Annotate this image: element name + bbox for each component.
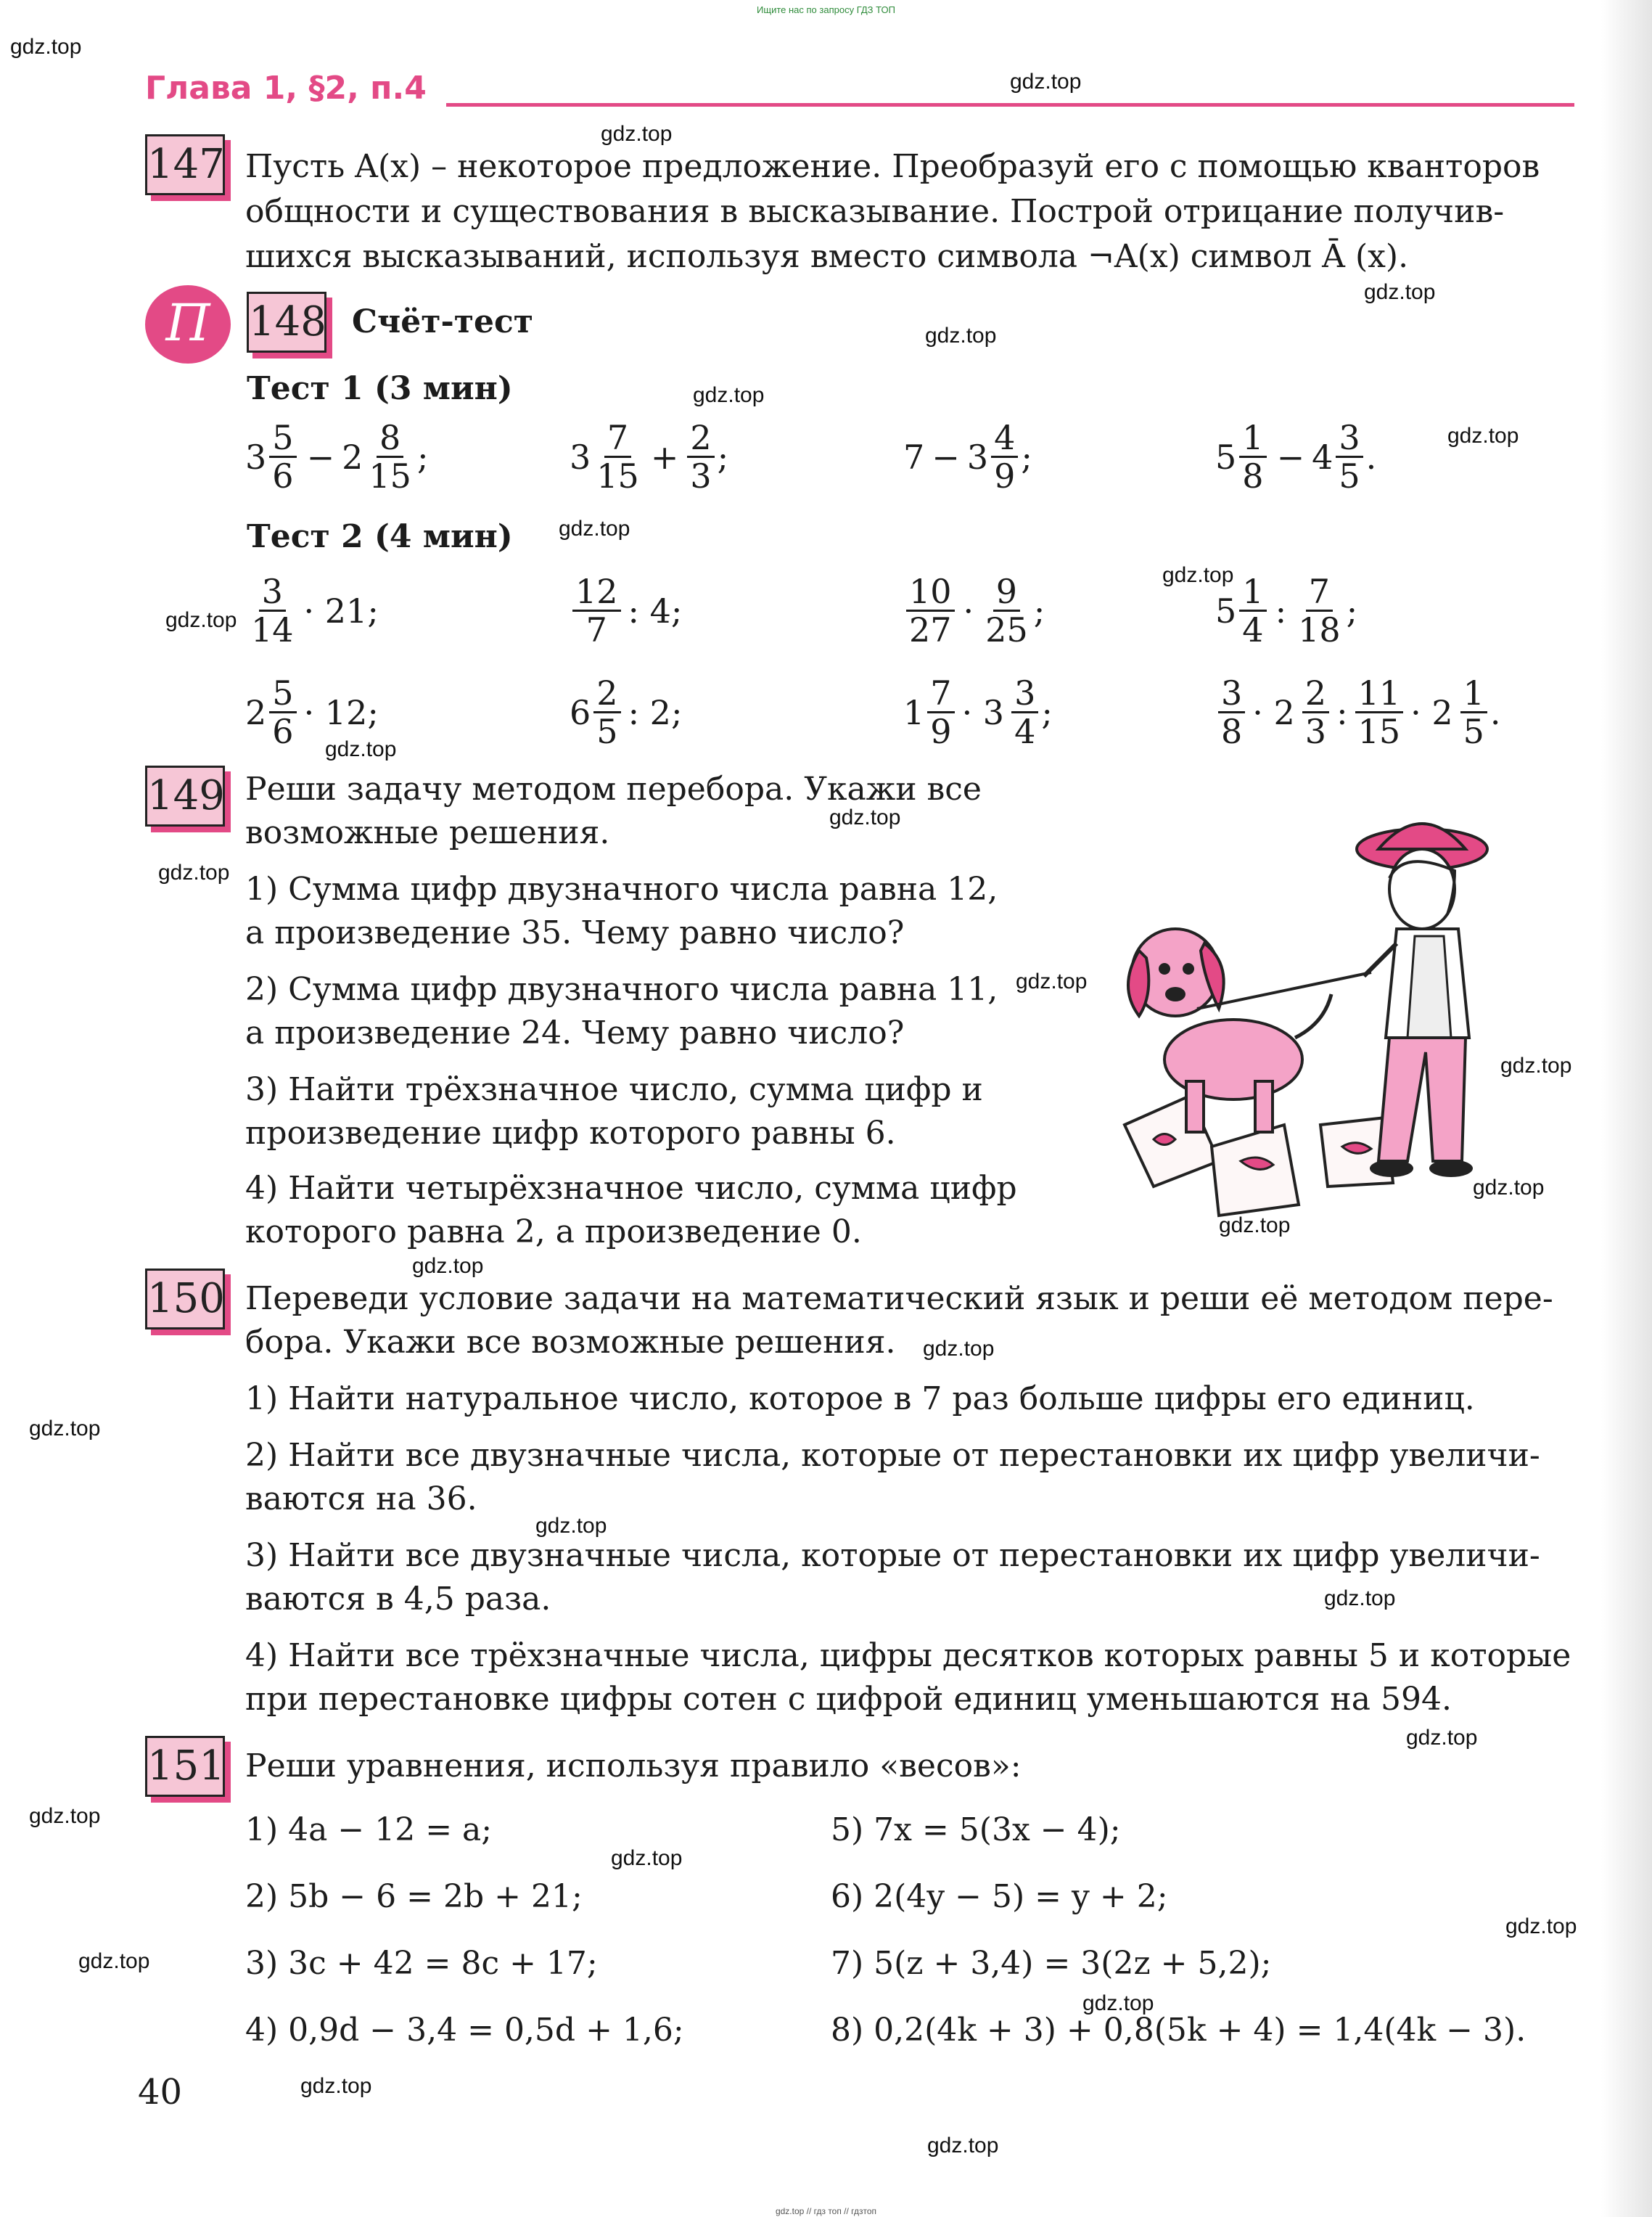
watermark: gdz.top	[611, 1846, 683, 1870]
test2-expr-2: $\frac{12}{7}$ : 4;	[570, 573, 682, 648]
task-149-line: возможные решения.	[245, 814, 610, 851]
task-149-line: а произведение 24. Чему равно число?	[245, 1015, 905, 1052]
watermark: gdz.top	[1500, 1054, 1572, 1078]
task-149-line: 2) Сумма цифр двузначного числа равна 11,	[245, 971, 998, 1008]
test2-expr-1: $\frac{3}{14}$ · 21;	[251, 572, 379, 649]
chapter-heading: Глава 1, §2, п.4	[145, 70, 427, 107]
watermark: gdz.top	[923, 1337, 995, 1361]
watermark: gdz.top	[78, 1949, 150, 1973]
watermark: gdz.top	[412, 1254, 484, 1278]
top-note: Ищите нас по запросу ГДЗ ТОП	[757, 4, 895, 15]
task-150-line: бора. Укажи все возможные решения.	[245, 1324, 896, 1361]
task-number-149: 149	[145, 766, 225, 827]
watermark: gdz.top	[927, 2134, 999, 2157]
task-147-line: шихся высказываний, используя вместо символа ¬A(x) символ Ā (x).	[245, 238, 1409, 275]
task-149-line: 4) Найти четырёхзначное число, сумма цифр	[245, 1170, 1017, 1207]
task-148-title: Счёт-тест	[352, 303, 534, 340]
test2-expr-8: $\frac{3}{8}$ · 2 $\frac{2}{3}$ : $\frac{11}{15}$ · 2 $\frac{1}{5}$ .	[1215, 675, 1501, 750]
task-150-line: 4) Найти все трёхзначные числа, цифры десятков которых равны 5 и которые	[245, 1637, 1571, 1674]
test-2-heading: Тест 2 (4 мин)	[247, 518, 513, 555]
watermark: gdz.top	[1447, 424, 1519, 448]
test1-expr-4: 5 $\frac{1}{8}$ − 4 $\frac{3}{5}$ .	[1215, 418, 1377, 496]
watermark: gdz.top	[10, 35, 82, 59]
test2-expr-6: 6 $\frac{2}{5}$ : 2;	[570, 673, 683, 751]
equation-8: 8) 0,2(4k + 3) + 0,8(5k + 4) = 1,4(4k − 3).	[831, 2012, 1526, 2049]
task-149-line: а произведение 35. Чему равно число?	[245, 914, 905, 951]
equation-2: 2) 5b − 6 = 2b + 21;	[245, 1878, 583, 1915]
watermark: gdz.top	[300, 2074, 372, 2098]
watermark: gdz.top	[1364, 280, 1436, 304]
task-number-150: 150	[145, 1269, 225, 1329]
girl-with-dog-illustration	[1110, 820, 1502, 1226]
equation-6: 6) 2(4y − 5) = y + 2;	[831, 1878, 1168, 1915]
watermark: gdz.top	[1016, 970, 1088, 993]
watermark: gdz.top	[1505, 1914, 1577, 1938]
test2-expr-7: 1 $\frac{7}{9}$ · 3 $\frac{3}{4}$ ;	[903, 673, 1053, 751]
task-number-147: 147	[145, 134, 225, 195]
watermark: gdz.top	[1473, 1176, 1545, 1200]
watermark: gdz.top	[1406, 1726, 1478, 1750]
task-number-148: 148	[247, 292, 326, 353]
watermark: gdz.top	[29, 1417, 101, 1441]
task-149-line: произведение цифр которого равны 6.	[245, 1115, 896, 1152]
task-149-line: 1) Сумма цифр двузначного числа равна 12,	[245, 871, 998, 908]
watermark: gdz.top	[925, 324, 997, 348]
task-150-line: ваются на 36.	[245, 1480, 477, 1517]
bottom-note: gdz.top // гдз топ // гдзтоп	[775, 2206, 877, 2216]
test1-expr-1: 3 $\frac{5}{6}$ − 2 $\frac{8}{15}$ ;	[245, 418, 429, 496]
watermark: gdz.top	[1082, 1991, 1154, 2015]
test1-expr-3: 7 − 3 $\frac{4}{9}$ ;	[903, 418, 1032, 496]
practice-badge: П	[145, 285, 231, 364]
watermark: gdz.top	[165, 608, 237, 632]
watermark: gdz.top	[559, 517, 630, 541]
page-edge-shadow	[1601, 0, 1652, 2217]
watermark: gdz.top	[325, 737, 397, 761]
task-149-line: которого равна 2, а произведение 0.	[245, 1213, 862, 1250]
task-147-line: общности и существования в высказывание. Построй отрицание получив-	[245, 193, 1505, 230]
test-1-heading: Тест 1 (3 мин)	[247, 370, 513, 407]
test2-expr-4: 5 $\frac{1}{4}$ : $\frac{7}{18}$ ;	[1215, 572, 1358, 649]
watermark: gdz.top	[1219, 1213, 1291, 1237]
task-147-line: Пусть A(x) – некоторое предложение. Преобразуй его с помощью кванторов	[245, 148, 1540, 185]
equation-1: 1) 4a − 12 = a;	[245, 1811, 493, 1848]
chapter-rule	[446, 103, 1574, 107]
test2-expr-5: 2 $\frac{5}{6}$ · 12;	[245, 673, 379, 751]
task-150-line: 1) Найти натуральное число, которое в 7 раз больше цифры его единиц.	[245, 1380, 1475, 1417]
test2-expr-3: $\frac{10}{27}$ · $\frac{9}{25}$ ;	[903, 573, 1045, 648]
watermark: gdz.top	[829, 806, 901, 829]
task-number-151: 151	[145, 1736, 225, 1797]
task-150-line: Переведи условие задачи на математический язык и реши её методом пере-	[245, 1280, 1553, 1317]
watermark: gdz.top	[601, 122, 673, 146]
watermark: gdz.top	[1162, 563, 1234, 587]
equation-4: 4) 0,9d − 3,4 = 0,5d + 1,6;	[245, 2012, 684, 2049]
watermark: gdz.top	[29, 1804, 101, 1828]
equation-3: 3) 3c + 42 = 8c + 17;	[245, 1945, 598, 1982]
watermark: gdz.top	[1324, 1586, 1396, 1610]
task-150-line: ваются в 4,5 раза.	[245, 1581, 551, 1618]
watermark: gdz.top	[158, 861, 230, 885]
task-150-line: 2) Найти все двузначные числа, которые от перестановки их цифр увеличи-	[245, 1437, 1540, 1474]
task-149-line: Реши задачу методом перебора. Укажи все	[245, 771, 982, 808]
task-150-line: при перестановке цифры сотен с цифрой единиц уменьшаются на 594.	[245, 1681, 1452, 1718]
page-number: 40	[138, 2072, 183, 2112]
equation-7: 7) 5(z + 3,4) = 3(2z + 5,2);	[831, 1945, 1272, 1982]
task-149-line: 3) Найти трёхзначное число, сумма цифр и	[245, 1071, 983, 1108]
watermark: gdz.top	[1010, 70, 1082, 94]
watermark: gdz.top	[535, 1514, 607, 1538]
watermark: gdz.top	[693, 383, 765, 407]
test1-expr-2: 3 $\frac{7}{15}$ + $\frac{2}{3}$ ;	[570, 418, 729, 496]
equation-5: 5) 7x = 5(3x − 4);	[831, 1811, 1121, 1848]
task-150-line: 3) Найти все двузначные числа, которые от перестановки их цифр увеличи-	[245, 1537, 1540, 1574]
task-151-title: Реши уравнения, используя правило «весов»:	[245, 1747, 1022, 1784]
